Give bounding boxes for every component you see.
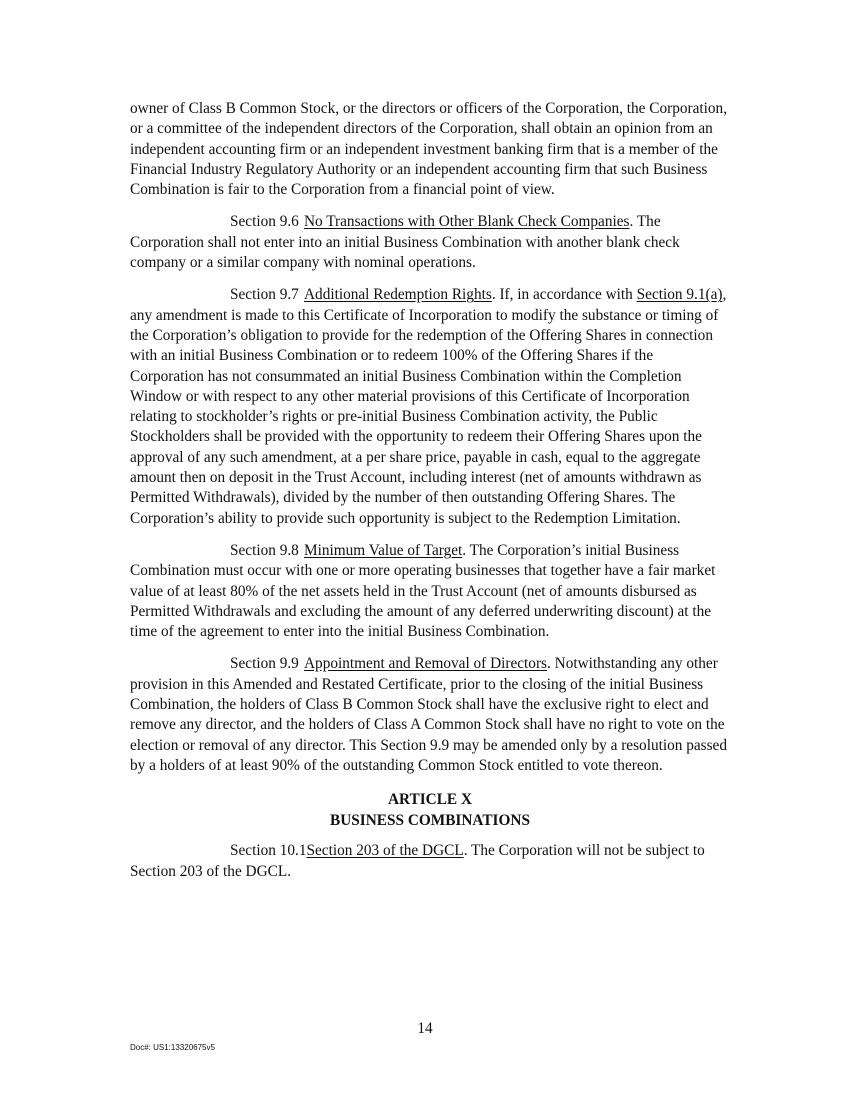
section-title: Appointment and Removal of Directors [304,655,547,673]
section-number: Section 9.7 [230,286,299,304]
section-title: Section 203 of the DGCL [306,842,464,860]
section-number: Section 10.1 [230,842,307,860]
section-title: No Transactions with Other Blank Check Companies [304,213,630,231]
section-number: Section 9.6 [230,213,299,231]
section-title: Minimum Value of Target [304,541,463,559]
section-9-9 [130,654,730,776]
section-9-6 [130,212,730,273]
section-body: . The Corporation’s initial Business Combination must occur with one or more operating businesses that together have a fair market value of at least 80% of the net assets held in the Trust Account (net of amounts disbursed as Permitted Withdrawals and excluding the amount of any deferred underwriting discount) at the time of the agreement to enter into the initial Business Combination. [130,541,716,641]
section-10-1 [130,841,730,882]
article-heading [130,790,730,831]
document-body [130,99,730,894]
section-body: . The Corporation will not be subject to Section 203 of the DGCL. [130,842,705,880]
document-id: Doc#: US1:13320675v5 [130,1043,215,1052]
section-reference: Section 9.1(a) [636,286,723,304]
section-number: Section 9.8 [230,541,299,559]
section-body: . Notwithstanding any other provision in this Amended and Restated Certificate, prior to the closing of the initial Business Combination, the holders of Class B Common Stock shall have the exclusive right to elect and remove any director, and the holders of Class A Common Stock shall have no right to vote on the election or removal of any director. This Section 9.9 may be amended only by a resolution passed by a holders of at least 90% of the outstanding Common Stock entitled to vote thereon. [130,655,727,774]
intro-paragraph: owner of Class B Common Stock, or the directors or officers of the Corporation, the Corporation, or a committee of the independent directors of the Corporation, shall obtain an opinion from an independent accounting firm or an independent investment banking firm that is a member of the Financial Industry Regulatory Authority or an independent accounting firm that such Business Combination is fair to the Corporation from a financial point of view. [130,100,728,199]
article-title: BUSINESS COMBINATIONS [330,811,530,829]
section-title: Additional Redemption Rights [304,286,492,304]
section-body-lead: . If, in accordance with [491,286,637,304]
section-9-7 [130,285,730,529]
section-body: . The Corporation shall not enter into an initial Business Combination with another blank check company or a similar company with nominal operations. [130,213,680,272]
page-number: 14 [417,1020,433,1037]
section-body: , any amendment is made to this Certificate of Incorporation to modify the substance or timing of the Corporation’s obligation to provide for the redemption of the Offering Shares in connection with an initial Business Combination or to redeem 100% of the Offering Shares if the Corporation has not consummated an initial Business Combination within the Completion Window or with respect to any other material provisions of this Certificate of Incorporation relating to stockholder’s rights or pre-initial Business Combination activity, the Public Stockholders shall be provided with the opportunity to redeem their Offering Shares upon the approval of any such amendment, at a per share price, payable in cash, equal to the aggregate amount then on deposit in the Trust Account, including interest (net of amounts withdrawn as Permitted Withdrawals), divided by the number of then outstanding Offering Shares. The Corporation’s ability to provide such opportunity is subject to the Redemption Limitation. [130,286,727,527]
article-label: ARTICLE X [387,791,473,809]
section-number: Section 9.9 [230,655,299,673]
section-9-8 [130,541,730,642]
